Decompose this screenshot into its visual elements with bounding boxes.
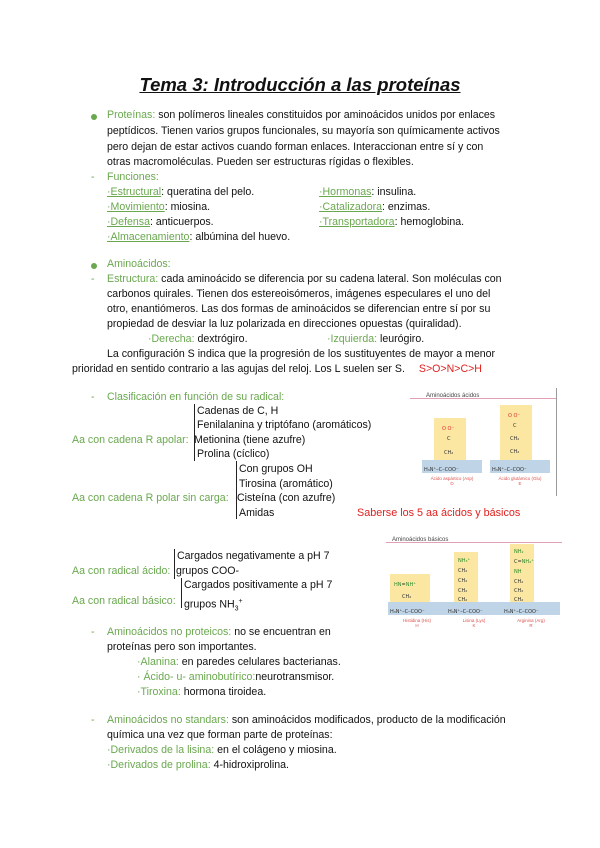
- estructura-line-2: carbonos quirales. Tienen dos estereoisómeros, imágenes especulares el uno del: [107, 288, 491, 300]
- funcion-item: ·Defensa: anticuerpos.: [107, 216, 214, 228]
- polar-item: Amidas: [239, 507, 275, 519]
- proteinas-line-2: peptídicos. Tienen varios grupos funcionales, su mayoría son químicamente activos: [107, 125, 500, 137]
- proteinas-line-1: Proteínas: son polímeros lineales constituidos por aminoácidos unidos por enlaces: [107, 109, 496, 121]
- chem-label: CH₂: [458, 568, 468, 574]
- chem-label: CH₂: [510, 436, 520, 442]
- chem-label: H₃N⁺–C–COO⁻: [390, 609, 425, 615]
- clasificacion-label: Clasificación en función de su radical:: [107, 391, 285, 403]
- chem-label: CH₂: [444, 450, 454, 456]
- chem-label: CH₂: [514, 597, 524, 603]
- chem-label: C: [513, 423, 517, 429]
- no-standars-item: ·Derivados de prolina: 4-hidroxiprolina.: [107, 759, 289, 771]
- brace-line: [181, 578, 182, 608]
- bullet-icon: [91, 263, 97, 269]
- no-proteicos-line-1: Aminoácidos no proteicos: no se encuentran en: [107, 626, 331, 638]
- acidic-aa-figure: [410, 388, 556, 496]
- funciones-label: Funciones:: [107, 171, 159, 183]
- aa-caption: Ácido aspártico (Asp) D: [430, 476, 474, 486]
- chem-label: CH₂: [514, 579, 524, 585]
- basic-aa-figure: [386, 532, 562, 640]
- apolar-item: Prolina (cíclico): [197, 448, 270, 460]
- chem-label: HN=NH⁺: [394, 582, 416, 588]
- no-standars-line-1: Aminoácidos no standars: son aminoácidos modificados, producto de la modificación: [107, 714, 506, 726]
- no-standars-item: ·Derivados de la lisina: en el colágeno y miosina.: [107, 744, 337, 756]
- funcion-item: ·Movimiento: miosina.: [107, 201, 211, 213]
- chem-label: NH: [514, 569, 522, 575]
- estructura-line-1: Estructura: cada aminoácido se diferencia por su cadena lateral. Son moléculas con: [107, 273, 502, 285]
- derecha-item: ·Derecha: dextrógiro.: [148, 333, 248, 345]
- aa-caption: Ácido glutámico (Glu) E: [498, 476, 542, 486]
- chem-label: C=NH₂⁺: [514, 559, 534, 565]
- polar-item: Con grupos OH: [239, 463, 313, 475]
- proteinas-line-4: otras macromoléculas. Pueden ser estructuras rígidas o flexibles.: [107, 156, 414, 168]
- funcion-item: ·Transportadora: hemoglobina.: [319, 216, 465, 228]
- bullet-icon: [91, 114, 97, 120]
- proteinas-label: Proteínas:: [107, 109, 156, 121]
- note-acid-basic: Saberse los 5 aa ácidos y básicos: [357, 507, 521, 519]
- apolar-item: Metionina (tiene azufre): [194, 434, 306, 446]
- polar-label: Aa con cadena R polar sin carga:: [72, 492, 229, 504]
- chem-label: NH₂: [514, 549, 524, 555]
- aa-caption: Histidina (His) H: [402, 618, 431, 628]
- estructura-line-4: propiedad de desviar la luz polarizada en direcciones opuestas (quiralidad).: [107, 318, 462, 330]
- izquierda-item: ·Izquierda: leurógiro.: [327, 333, 425, 345]
- chem-label: NH₃⁺: [458, 558, 471, 564]
- proteinas-line-3: pero dejan de estar activos cuando forman enlaces. Interaccionan entre sí y con: [107, 141, 484, 153]
- no-proteicos-item: ·Tiroxina: hormona tiroidea.: [137, 686, 267, 698]
- polar-item: Tirosina (aromático): [239, 478, 333, 490]
- chem-label: O O⁻: [442, 426, 455, 432]
- aa-caption: Lisina (Lys) K: [462, 618, 486, 628]
- no-proteicos-item: ·Alanina: en paredes celulares bacterianas.: [137, 656, 341, 668]
- chem-label: H₃N⁺–C–COO⁻: [448, 609, 483, 615]
- brace-line: [174, 549, 175, 579]
- chem-label: H₃N⁺–C–COO⁻: [492, 467, 527, 473]
- priority-order: S>O>N>C>H: [418, 363, 482, 375]
- chem-label: CH₂: [514, 588, 524, 594]
- chem-label: CH₂: [510, 449, 520, 455]
- acido-label: Aa con radical ácido:: [72, 565, 171, 577]
- funcion-item: ·Hormonas: insulina.: [319, 186, 417, 198]
- acido-item: grupos COO-: [176, 565, 239, 577]
- apolar-label: Aa con cadena R apolar:: [72, 434, 189, 446]
- chem-label: CH₂: [458, 578, 468, 584]
- acido-item: Cargados negativamente a pH 7: [177, 550, 330, 562]
- polar-item: Cisteína (con azufre): [237, 492, 336, 504]
- chem-label: CH₂: [402, 594, 412, 600]
- aminoacidos-label: Aminoácidos:: [107, 258, 171, 270]
- chem-label: CH₂: [458, 597, 468, 603]
- funcion-item: ·Catalizadora: enzimas.: [319, 201, 431, 213]
- aa-caption: Arginina (Arg) R: [517, 618, 545, 628]
- basico-item: grupos $NH_3^+$: [184, 598, 243, 613]
- chem-label: H₃N⁺–C–COO⁻: [504, 609, 539, 615]
- no-proteicos-item: · Ácido- u- aminobutírico:neurotransmisor.: [137, 671, 335, 683]
- config-line-2: prioridad en sentido contrario a las agujas del reloj. Los L suelen ser S. S>O>N>C>H: [72, 363, 482, 375]
- estructura-line-3: otro, enantiómeros. Las dos formas de aminoácidos se diferencian entre sí por su: [107, 303, 491, 315]
- chem-label: CH₂: [458, 588, 468, 594]
- basico-item: Cargados positivamente a pH 7: [184, 579, 333, 591]
- figure-header: Aminoácidos básicos: [392, 537, 449, 543]
- config-line-1: La configuración S indica que la progresión de los sustituyentes de mayor a menor: [107, 348, 496, 360]
- funcion-item: ·Estructural: queratina del pelo.: [107, 186, 255, 198]
- basico-label: Aa con radical básico:: [72, 595, 176, 607]
- funciones-dash: -: [91, 171, 95, 183]
- figure-header: Aminoácidos ácidos: [426, 393, 480, 399]
- figure-edge: [556, 388, 557, 496]
- page-title: Tema 3: Introducción a las proteínas: [139, 74, 461, 95]
- no-standars-dash: -: [91, 714, 95, 726]
- no-standars-line-2: química una vez que forman parte de proteínas:: [107, 729, 333, 741]
- apolar-item: Fenilalanina y triptófano (aromáticos): [197, 419, 372, 431]
- no-proteicos-dash: -: [91, 626, 95, 638]
- clasificacion-dash: -: [91, 391, 95, 403]
- no-proteicos-line-2: proteínas pero son importantes.: [107, 641, 257, 653]
- brace-line: [236, 461, 237, 519]
- apolar-item: Cadenas de C, H: [197, 405, 279, 417]
- estructura-dash: -: [91, 273, 95, 285]
- chem-label: C: [447, 436, 451, 442]
- chem-label: O O⁻: [508, 413, 521, 419]
- funcion-item: ·Almacenamiento: albúmina del huevo.: [107, 231, 291, 243]
- chem-label: H₃N⁺–C–COO⁻: [424, 467, 459, 473]
